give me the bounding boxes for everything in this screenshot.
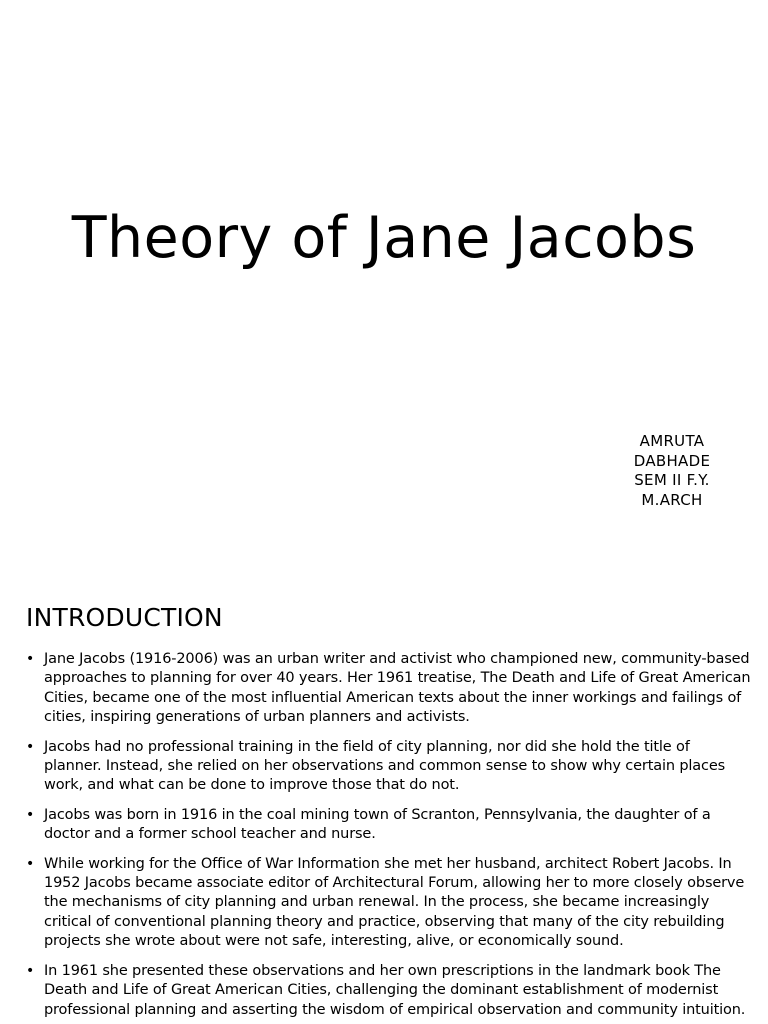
bullet-text: Jacobs was born in 1916 in the coal mining town of Scranton, Pennsylvania, the daughter of a doctor and a former school teacher and nurse.: [44, 806, 711, 843]
bullet-item: [26, 806, 751, 845]
bullet-text: While working for the Office of War Information she met her husband, architect Robert Jacobs. In 1952 Jacobs became associate editor of Architectural Forum, allowing her to more closely observe the mechanisms of city planning and urban renewal. In the process, she became increasingly critical of conventional planning theory and practice, observing that many of the city rebuilding projects she wrote about were not safe, interesting, alive, or economically sound.: [44, 855, 745, 950]
bullet-text: In 1961 she presented these observations and her own prescriptions in the landmark book The Death and Life of Great American Cities, challenging the dominant establishment of modernist professional planning and asserting the wisdom of empirical observation and community intuition.: [44, 962, 746, 1018]
bullet-text: Jane Jacobs (1916-2006) was an urban writer and activist who championed new, community-based approaches to planning for over 40 years. Her 1961 treatise, The Death and Life of Great American Cities, became one of the most influential American texts about the inner workings and failings of cities, inspiring generations of urban planners and activists.: [44, 651, 751, 726]
slide-title: Theory of Jane Jacobs: [71, 205, 697, 271]
bullet-icon: •: [26, 855, 35, 872]
bullet-icon: •: [26, 738, 35, 755]
bullet-item: [26, 738, 751, 796]
bullet-text: Jacobs had no professional training in the field of city planning, nor did she hold the title of planner. Instead, she relied on her observations and common sense to show why certain places work, and what can be done to improve those that do not.: [44, 738, 726, 794]
bullet-icon: •: [26, 651, 35, 667]
author-semester: SEM II F.Y.: [634, 471, 710, 489]
bullet-item: [26, 855, 751, 952]
author-course: M.ARCH: [641, 490, 703, 509]
bullet-item: [26, 650, 751, 728]
bullet-icon: •: [26, 806, 35, 823]
author-block: [612, 432, 732, 510]
bullet-list: [26, 650, 751, 1024]
bullet-icon: •: [26, 962, 35, 979]
section-heading: INTRODUCTION: [26, 603, 223, 632]
bullet-item: [26, 962, 751, 1020]
author-name-last: DABHADE: [633, 451, 711, 470]
author-name-first: AMRUTA: [639, 432, 705, 450]
introduction-slide: [0, 590, 768, 1024]
